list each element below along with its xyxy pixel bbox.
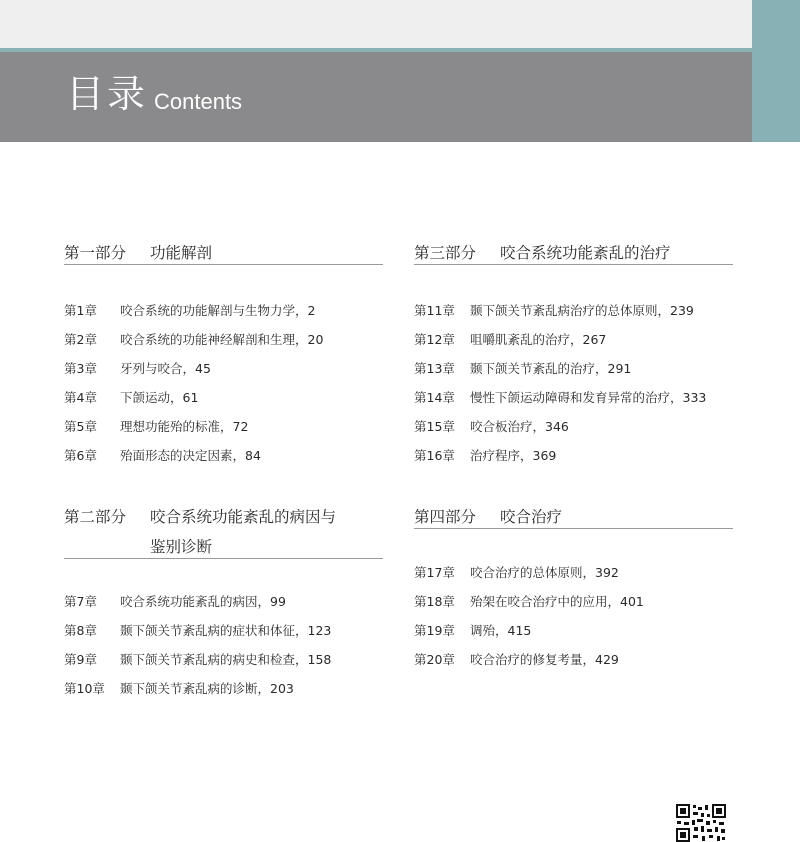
chapter-title: 咀嚼肌紊乱的治疗，267	[470, 332, 607, 347]
chapter-number: 第15章	[414, 419, 455, 434]
part-3-title: 咬合系统功能紊乱的治疗	[500, 244, 671, 262]
chapter-number: 第20章	[414, 652, 455, 667]
chapter-number: 第6章	[64, 448, 97, 463]
chapter-title: 调殆，415	[470, 623, 532, 638]
chapter-title: 颞下颌关节紊乱病治疗的总体原则，239	[470, 303, 694, 318]
chapter-number: 第4章	[64, 390, 97, 405]
part-1-chapter-list	[64, 296, 323, 470]
part-4-label: 第四部分	[414, 508, 477, 526]
page-title-en: Contents	[154, 89, 243, 114]
part-3-rule	[414, 264, 733, 265]
chapter-number: 第18章	[414, 594, 455, 609]
toc-entry[interactable]	[64, 441, 323, 470]
chapter-number: 第3章	[64, 361, 97, 376]
chapter-title: 殆架在咬合治疗中的应用，401	[470, 594, 644, 609]
part-3-chapter-list	[414, 296, 706, 470]
chapter-title: 咬合系统功能紊乱的病因，99	[120, 594, 286, 609]
part-4-chapter-list	[414, 558, 644, 674]
chapter-title: 咬合治疗的修复考量，429	[470, 652, 619, 667]
chapter-title: 咬合系统的功能解剖与生物力学，2	[120, 303, 316, 318]
chapter-number: 第16章	[414, 448, 455, 463]
part-3-label: 第三部分	[414, 244, 477, 262]
toc-entry[interactable]	[64, 587, 331, 616]
chapter-title: 咬合系统的功能神经解剖和生理，20	[120, 332, 324, 347]
toc-entry[interactable]	[64, 354, 323, 383]
chapter-title: 牙列与咬合，45	[120, 361, 211, 376]
top-strip	[0, 0, 752, 48]
chapter-title: 颞下颌关节紊乱病的诊断，203	[120, 681, 294, 696]
chapter-number: 第17章	[414, 565, 455, 580]
chapter-number: 第8章	[64, 623, 97, 638]
toc-entry[interactable]	[64, 383, 323, 412]
part-2-chapter-list	[64, 587, 331, 703]
chapter-title: 下颌运动，61	[120, 390, 199, 405]
chapter-title: 理想功能殆的标准，72	[120, 419, 249, 434]
chapter-number: 第10章	[64, 681, 105, 696]
part-4-heading	[414, 504, 562, 530]
chapter-number: 第2章	[64, 332, 97, 347]
part-1-heading	[64, 240, 212, 266]
chapter-title: 殆面形态的决定因素，84	[120, 448, 261, 463]
toc-entry[interactable]	[64, 645, 331, 674]
chapter-title: 颞下颌关节紊乱病的症状和体征，123	[120, 623, 332, 638]
part-1-title: 功能解剖	[150, 244, 213, 262]
chapter-number: 第9章	[64, 652, 97, 667]
toc-entry[interactable]	[414, 325, 706, 354]
toc-entry[interactable]	[414, 616, 644, 645]
chapter-number: 第13章	[414, 361, 455, 376]
toc-entry[interactable]	[414, 587, 644, 616]
toc-entry[interactable]	[64, 412, 323, 441]
toc-entry[interactable]	[414, 645, 644, 674]
toc-entry[interactable]	[64, 296, 323, 325]
page-title-cn: 目录	[66, 72, 149, 116]
chapter-title: 慢性下颌运动障碍和发育异常的治疗，333	[470, 390, 707, 405]
part-4-title: 咬合治疗	[500, 508, 563, 526]
toc-entry[interactable]	[414, 383, 706, 412]
chapter-title: 咬合治疗的总体原则，392	[470, 565, 619, 580]
part-2-heading	[64, 504, 336, 560]
toc-entry[interactable]	[64, 616, 331, 645]
toc-entry[interactable]	[414, 296, 706, 325]
chapter-title: 颞下颌关节紊乱的治疗，291	[470, 361, 632, 376]
toc-entry[interactable]	[64, 325, 323, 354]
chapter-number: 第11章	[414, 303, 455, 318]
part-1-label: 第一部分	[64, 244, 127, 262]
chapter-number: 第7章	[64, 594, 97, 609]
toc-entry[interactable]	[414, 441, 706, 470]
part-2-rule	[64, 558, 383, 559]
chapter-number: 第12章	[414, 332, 455, 347]
part-1-rule	[64, 264, 383, 265]
toc-entry[interactable]	[414, 412, 706, 441]
part-2-title-line1: 咬合系统功能紊乱的病因与	[150, 508, 337, 526]
toc-entry[interactable]	[64, 674, 331, 703]
chapter-number: 第14章	[414, 390, 455, 405]
chapter-number: 第1章	[64, 303, 97, 318]
part-2-label: 第二部分	[64, 508, 127, 526]
chapter-title: 治疗程序，369	[470, 448, 557, 463]
toc-entry[interactable]	[414, 354, 706, 383]
qr-code-icon	[676, 804, 726, 842]
teal-side-bar	[752, 0, 800, 142]
part-3-heading	[414, 240, 671, 266]
chapter-title: 咬合板治疗，346	[470, 419, 569, 434]
toc-entry[interactable]	[414, 558, 644, 587]
chapter-title: 颞下颌关节紊乱病的病史和检查，158	[120, 652, 332, 667]
part-4-rule	[414, 528, 733, 529]
part-2-title-line2: 鉴别诊断	[150, 538, 213, 556]
chapter-number: 第5章	[64, 419, 97, 434]
chapter-number: 第19章	[414, 623, 455, 638]
